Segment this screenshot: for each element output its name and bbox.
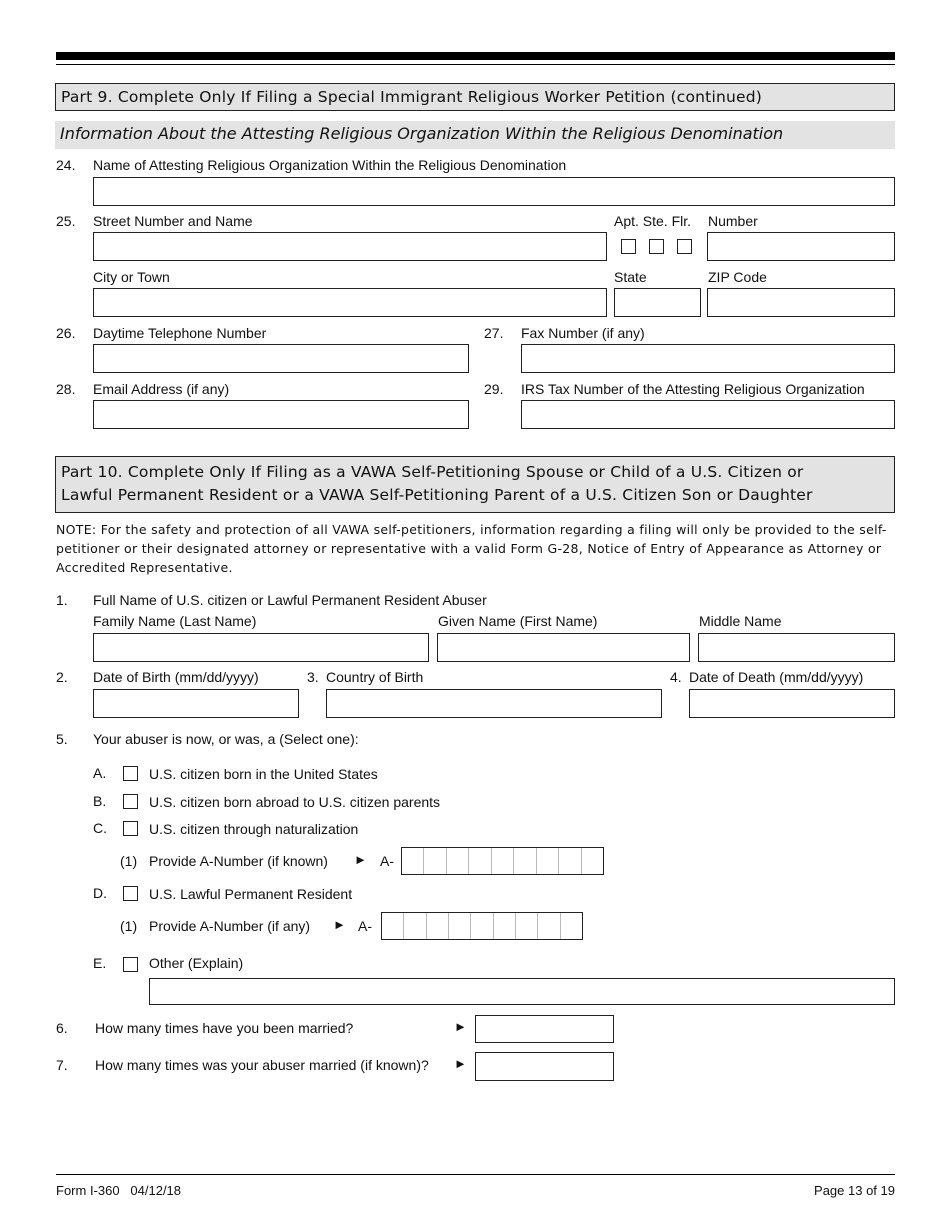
- footer-form-id: Form I-360 04/12/18: [56, 1183, 182, 1198]
- dod-label: Date of Death (mm/dd/yyyy): [689, 669, 864, 685]
- option-c-checkbox[interactable]: [123, 821, 138, 836]
- p10-q3-number: 3.: [307, 669, 319, 685]
- part10-header: [55, 456, 895, 513]
- given-name-label: Given Name (First Name): [438, 613, 598, 629]
- part10-header-line1: Part 10. Complete Only If Filing as a VAWA Self-Petitioning Spouse or Child of a U.S. Citizen or: [61, 463, 804, 481]
- p10-q6-number: 6.: [56, 1020, 68, 1036]
- other-explain-field[interactable]: [149, 978, 895, 1005]
- option-b-checkbox[interactable]: [123, 794, 138, 809]
- option-d-anumber-field[interactable]: [381, 912, 583, 940]
- q27-number: 27.: [484, 325, 504, 341]
- q26-label: Daytime Telephone Number: [93, 325, 267, 341]
- abuser-dod-field[interactable]: [689, 689, 895, 718]
- abuser-times-married-field[interactable]: [475, 1052, 614, 1081]
- dob-label: Date of Birth (mm/dd/yyyy): [93, 669, 259, 685]
- family-name-label: Family Name (Last Name): [93, 613, 257, 629]
- option-c-anumber-label: Provide A-Number (if known): [149, 853, 328, 869]
- daytime-phone-field[interactable]: [93, 344, 469, 373]
- vawa-note: NOTE: For the safety and protection of all VAWA self-petitioners, information regarding a filing will only be provided to the self-petitioner or their designated attorney or representative with a valid Form G-28, Notice of Entry of Appearance as Attorney or Accredited Representative.: [56, 522, 887, 575]
- option-c-anumber-field[interactable]: [401, 847, 604, 875]
- p10-q4-number: 4.: [670, 669, 682, 685]
- q24-number: 24.: [56, 157, 76, 173]
- option-e-letter: E.: [93, 955, 107, 971]
- abuser-country-birth-field[interactable]: [326, 689, 662, 718]
- q24-label: Name of Attesting Religious Organization Within the Religious Denomination: [93, 157, 567, 173]
- part10-header-line2: Lawful Permanent Resident or a VAWA Self-Petitioning Parent of a U.S. Citizen Son or Daughter: [61, 486, 813, 504]
- city-field[interactable]: [93, 288, 607, 317]
- p10-q1-label: Full Name of U.S. citizen or Lawful Permanent Resident Abuser: [93, 592, 487, 608]
- option-d-checkbox[interactable]: [123, 886, 138, 901]
- option-e-checkbox[interactable]: [123, 957, 138, 972]
- street-label: Street Number and Name: [93, 213, 253, 229]
- q28-label: Email Address (if any): [93, 381, 230, 397]
- option-c-letter: C.: [93, 820, 107, 836]
- apt-ste-flr-label: Apt. Ste. Flr.: [614, 213, 692, 229]
- footer-page-number: Page 13 of 19: [814, 1183, 895, 1198]
- country-birth-label: Country of Birth: [326, 669, 424, 685]
- abuser-given-name-field[interactable]: [437, 633, 690, 662]
- apt-checkbox[interactable]: [621, 239, 636, 254]
- q7-arrow-icon: ►: [454, 1056, 467, 1071]
- p10-q7-number: 7.: [56, 1057, 68, 1073]
- q26-number: 26.: [56, 325, 76, 341]
- option-d-anumber-label: Provide A-Number (if any): [149, 918, 311, 934]
- option-b-label: U.S. citizen born abroad to U.S. citizen parents: [149, 794, 441, 810]
- part9-subheader: [55, 121, 895, 149]
- fax-field[interactable]: [521, 344, 895, 373]
- abuser-family-name-field[interactable]: [93, 633, 429, 662]
- p10-q6-label: How many times have you been married?: [95, 1020, 354, 1036]
- times-married-field[interactable]: [475, 1015, 614, 1043]
- option-e-label: Other (Explain): [149, 955, 244, 971]
- q29-number: 29.: [484, 381, 504, 397]
- option-a-letter: A.: [93, 765, 107, 781]
- q6-arrow-icon: ►: [454, 1019, 467, 1034]
- zip-field[interactable]: [707, 288, 895, 317]
- q29-label: IRS Tax Number of the Attesting Religious Organization: [521, 381, 865, 397]
- abuser-middle-name-field[interactable]: [698, 633, 895, 662]
- part9-subheader-text: Information About the Attesting Religious Organization Within the Religious Denomination: [60, 124, 784, 143]
- middle-name-label: Middle Name: [699, 613, 782, 629]
- p10-q1-number: 1.: [56, 592, 68, 608]
- top-rule-thick: [56, 52, 895, 60]
- option-d-sub-number: (1): [120, 918, 138, 934]
- state-field[interactable]: [614, 288, 701, 317]
- address-number-label: Number: [708, 213, 758, 229]
- option-d-letter: D.: [93, 885, 107, 901]
- flr-checkbox[interactable]: [677, 239, 692, 254]
- ste-checkbox[interactable]: [649, 239, 664, 254]
- option-c-sub-number: (1): [120, 853, 138, 869]
- address-number-field[interactable]: [707, 232, 895, 261]
- city-label: City or Town: [93, 269, 170, 285]
- attesting-org-name-field[interactable]: [93, 177, 895, 206]
- abuser-dob-field[interactable]: [93, 689, 299, 718]
- email-field[interactable]: [93, 400, 469, 429]
- q25-number: 25.: [56, 213, 76, 229]
- part9-header: [55, 83, 895, 111]
- q28-number: 28.: [56, 381, 76, 397]
- option-d-arrow-icon: ►: [333, 917, 346, 932]
- p10-q2-number: 2.: [56, 669, 68, 685]
- irs-tax-number-field[interactable]: [521, 400, 895, 429]
- zip-label: ZIP Code: [708, 269, 767, 285]
- option-b-letter: B.: [93, 793, 107, 809]
- option-d-a-prefix: A-: [358, 918, 372, 934]
- state-label: State: [614, 269, 647, 285]
- street-field[interactable]: [93, 232, 607, 261]
- option-c-a-prefix: A-: [380, 853, 394, 869]
- q27-label: Fax Number (if any): [521, 325, 645, 341]
- option-a-label: U.S. citizen born in the United States: [149, 766, 378, 782]
- option-a-checkbox[interactable]: [123, 766, 138, 781]
- part9-header-text: Part 9. Complete Only If Filing a Special Immigrant Religious Worker Petition (continued): [61, 88, 763, 106]
- p10-q5-label: Your abuser is now, or was, a (Select one):: [93, 731, 359, 747]
- option-c-label: U.S. citizen through naturalization: [149, 821, 359, 837]
- footer-rule: [56, 1174, 895, 1175]
- p10-q7-label: How many times was your abuser married (if known)?: [95, 1057, 429, 1073]
- top-rule-thin: [56, 64, 895, 65]
- p10-q5-number: 5.: [56, 731, 68, 747]
- option-d-label: U.S. Lawful Permanent Resident: [149, 886, 353, 902]
- option-c-arrow-icon: ►: [354, 852, 367, 867]
